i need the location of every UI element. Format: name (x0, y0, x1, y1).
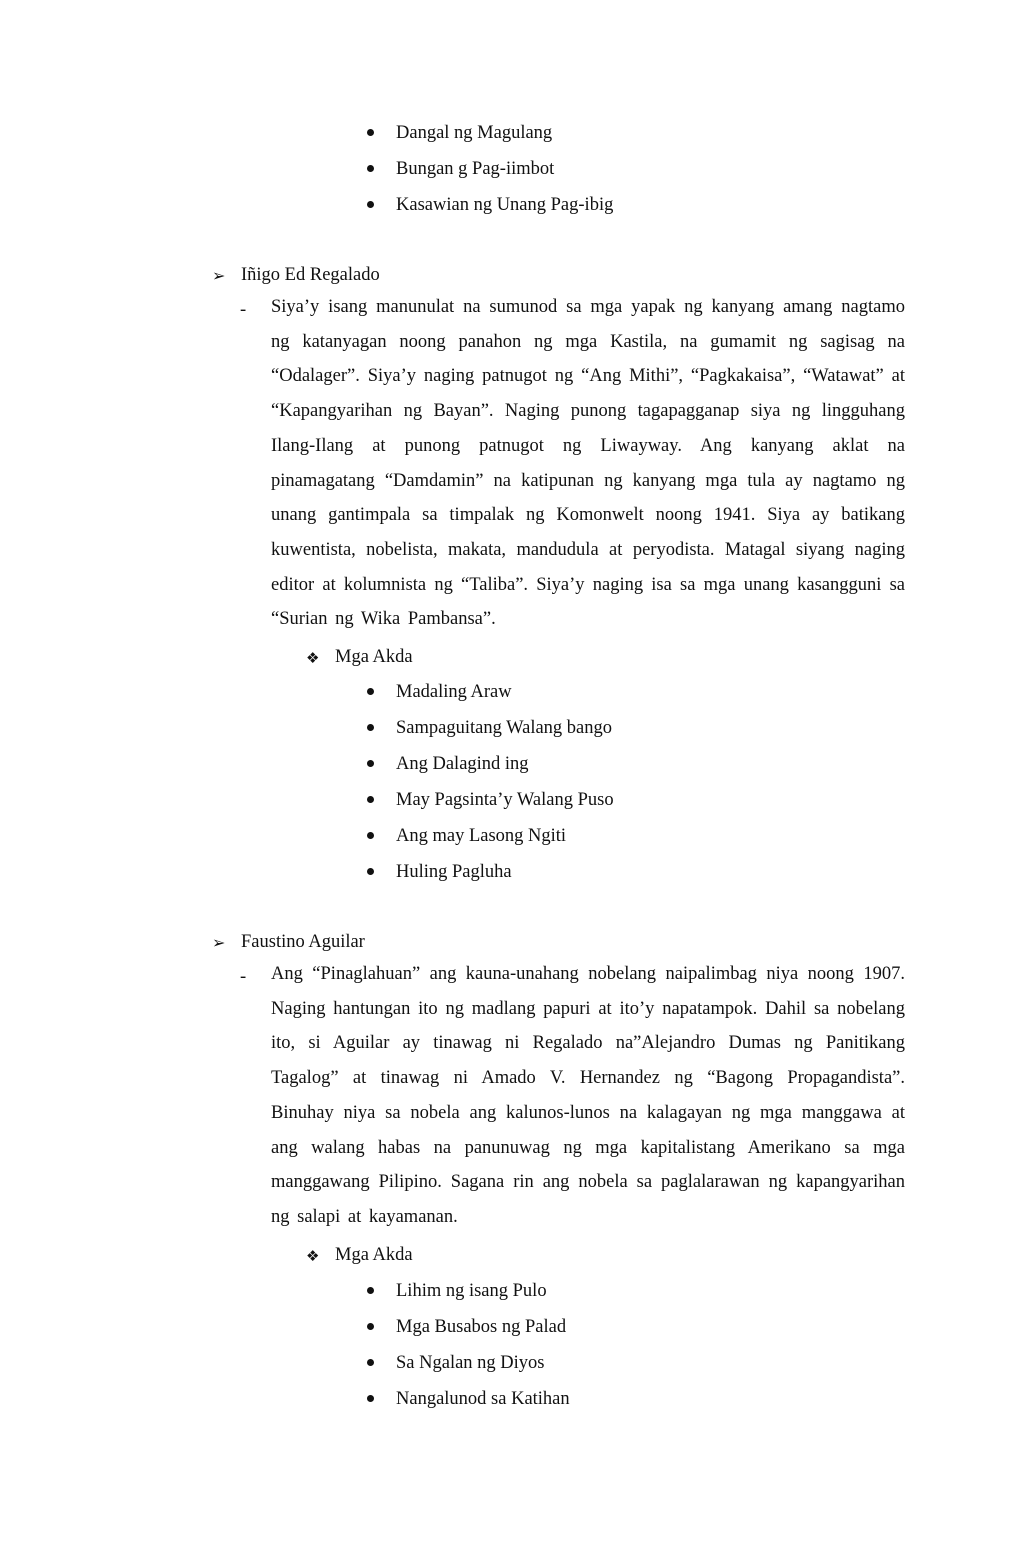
bullet-icon (367, 1395, 374, 1402)
list-item: Madaling Araw (364, 682, 614, 718)
bullet-icon (367, 832, 374, 839)
list-item: Ang may Lasong Ngiti (364, 826, 614, 862)
list-item: Sa Ngalan ng Diyos (364, 1353, 570, 1389)
list-item: Sampaguitang Walang bango (364, 718, 614, 754)
list-item: Huling Pagluha (364, 862, 614, 898)
bullet-icon (367, 688, 374, 695)
author-biography: Siya’y isang manunulat na sumunod sa mga yapak ng kanyang amang nagtamo ng katanyagan noong panahon ng mga Kastila, na gumamit ng sagisag na “Odalager”. Siya’y naging patnugot ng “Ang Mithi”, “Pagkakaisa”, “Watawat” at “Kapangyarihan ng Bayan”. Naging punong tagapagganap siya ng lingguhang Ilang-Ilang at punong patnugot ng Liwayway. Ang kanyang aklat na pinamagatang “Damdamin” na katipunan ng kanyang mga tula ay nagtamo ng unang gantimpala sa timpalak ng Komonwelt noong 1941. Siya ay batikang kuwentista, nobelista, makata, mandudula at peryodista. Matagal siyang naging editor at kolumnista ng “Taliba”. Siya’y naging isa sa mga unang kasangguni sa “Surian ng Wika Pambansa”. (271, 297, 905, 630)
list-item: May Pagsinta’y Walang Puso (364, 790, 614, 826)
works-list (364, 1281, 570, 1425)
dash-marker: - (240, 300, 247, 320)
bullet-icon (367, 1287, 374, 1294)
bullet-icon (367, 796, 374, 803)
bullet-icon (367, 724, 374, 731)
list-item: Lihim ng isang Pulo (364, 1281, 570, 1317)
diamond-bullet-icon: ❖ (306, 1247, 320, 1265)
diamond-bullet-icon: ❖ (306, 649, 320, 667)
bullet-icon (367, 165, 374, 172)
bullet-icon (367, 868, 374, 875)
arrow-bullet-icon: ➢ (212, 933, 226, 952)
document-page: Dangal ng Magulang Bungan g Pag-iimbot Kasawian ng Unang Pag-ibig ➢ Iñigo Ed Regalado - Siya’y isang manunulat na sumunod sa mga yapak ng kanyang amang nagtamo ng katanyagan noong panahon ng mga Kastila, na gumamit ng sagisag na “Odalager”. Siya’y naging patnugot ng “Ang Mithi”, “Pagkakaisa”, “Watawat” at “Kapangyarihan ng Bayan”. Naging punong tagapagganap siya ng lingguhang Ilang-Ilang at punong patnugot ng Liwayway. Ang kanyang aklat na pinamagatang “Damdamin” na katipunan ng kanyang mga tula ay nagtamo ng unang gantimpala sa timpalak ng Komonwelt noong 1941. Siya ay batikang kuwentista, nobelista, makata, mandudula at peryodista. Matagal siyang naging editor at kolumnista ng “Taliba”. Siya’y naging isa sa mga unang kasangguni sa “Surian ng Wika Pambansa”. ❖ Mga Akda Madaling Araw Sampaguitang Walang bango Ang Dalagind ing May Pagsinta’y Walang Puso Ang may Lasong Ngiti Huling Pagluha ➢ Faustino Aguilar - Ang “Pinaglahuan” ang kauna-unahang nobelang naipalimbag niya noong 1907. Naging hantungan ito ng madlang papuri at ito’y napatampok. Dahil sa nobelang ito, si Aguilar ay tinawag ni Regalado na”Alejandro Dumas ng Panitikang Tagalog” at tinawag ni Amado V. Hernandez ng “Bagong Propagandista”. Binuhay niya sa nobela ang kalunos-lunos na kalagayan ng mga manggawa at ang walang habas na panunuwag ng mga kapitalistang Amerikano sa mga manggawang Pilipino. Sagana rin ang nobela sa paglalarawan ng kapangyarihan ng salapi at kayamanan. ❖ Mga Akda Lihim ng isang Pulo Mga Busabos ng Palad Sa Ngalan ng Diyos Nangalunod sa Katihan (0, 0, 1024, 1567)
bullet-icon (367, 1323, 374, 1330)
bullet-icon (367, 129, 374, 136)
list-item: Kasawian ng Unang Pag-ibig (364, 195, 613, 231)
arrow-bullet-icon: ➢ (212, 266, 226, 285)
author-biography: Ang “Pinaglahuan” ang kauna-unahang nobelang naipalimbag niya noong 1907. Naging hantungan ito ng madlang papuri at ito’y napatampok. Dahil sa nobelang ito, si Aguilar ay tinawag ni Regalado na”Alejandro Dumas ng Panitikang Tagalog” at tinawag ni Amado V. Hernandez ng “Bagong Propagandista”. Binuhay niya sa nobela ang kalunos-lunos na kalagayan ng mga manggawa at ang walang habas na panunuwag ng mga kapitalistang Amerikano sa mga manggawang Pilipino. Sagana rin ang nobela sa paglalarawan ng kapangyarihan ng salapi at kayamanan. (271, 964, 905, 1227)
list-item: Dangal ng Magulang (364, 123, 613, 159)
dash-marker: - (240, 967, 247, 987)
works-list (364, 682, 614, 898)
list-item: Ang Dalagind ing (364, 754, 614, 790)
continued-works-list (364, 123, 613, 231)
bullet-icon (367, 201, 374, 208)
bullet-icon (367, 1359, 374, 1366)
list-item: Bungan g Pag-iimbot (364, 159, 613, 195)
list-item: Mga Busabos ng Palad (364, 1317, 570, 1353)
bullet-icon (367, 760, 374, 767)
list-item: Nangalunod sa Katihan (364, 1389, 570, 1425)
